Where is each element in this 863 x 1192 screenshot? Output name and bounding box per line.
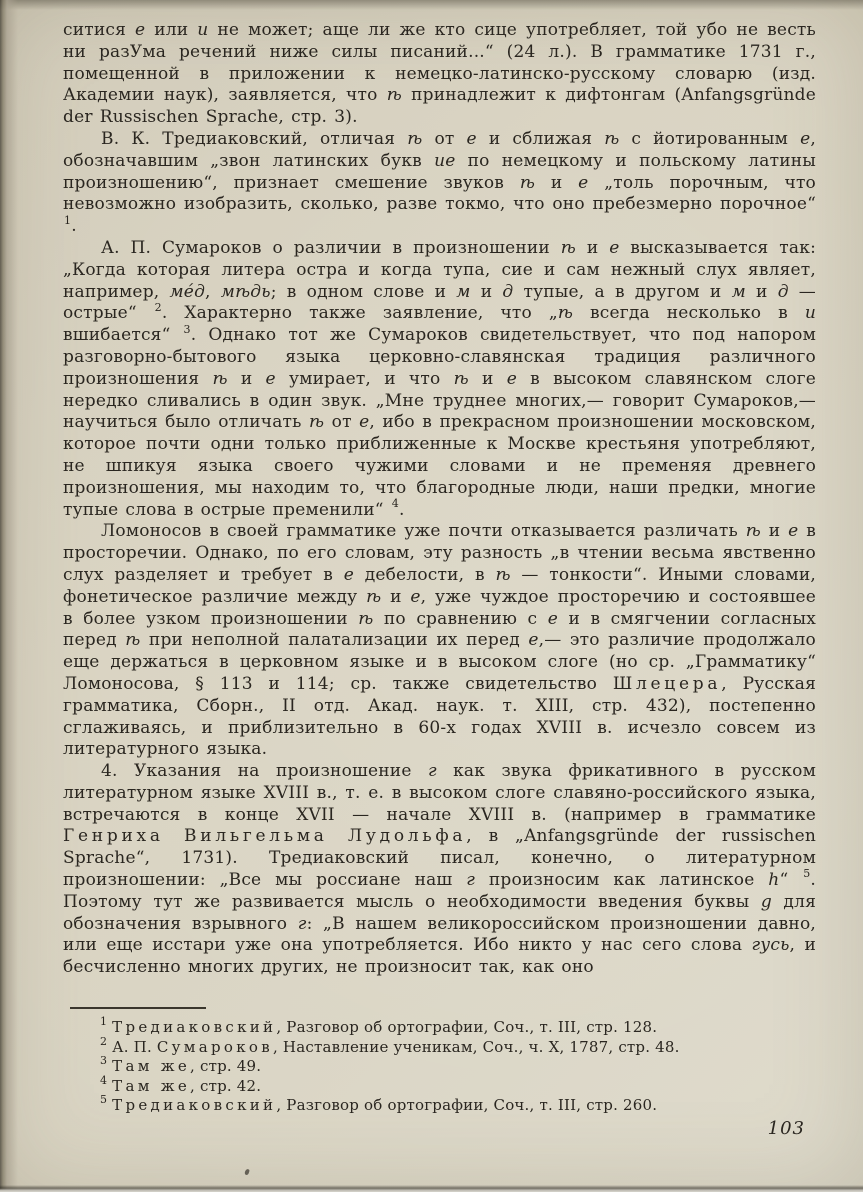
footnote-marker: 2 (100, 1034, 108, 1048)
footnote-marker: 2 (154, 300, 162, 314)
scan-speck (244, 1168, 250, 1175)
footnote: $^4$ Там же, стр. 42. (100, 1073, 262, 1095)
paragraph: 4. Указания на произношение г как звука фрикативного в русском литературном языке XVIII в., т. е. в высоком слоге славяно-российского языка, встречаются в конце XVII — начале XVIII в. (например в грамматике Генриха Вильгельма Лудольфа, в „Anfangsgründe der russischen Sprache“, 1731). Тредиаковский писал, конечно, о литературном произношении: „Все мы россиане наш г произносим как латинское h“ $^5$. Поэтому тут же развивается мысль о необходимости введения буквы g для обозначения взрывного г: „В нашем великороссийском произношении давно, или еще исстари уже она употребляется. Ибо никто у нас сего слова гусь, и бесчисленно многих других, не произносит так, как оно (63, 761, 816, 978)
paragraph: А. П. Сумароков о различии в произношении ѣ и е высказывается так: „Когда которая литера остра и когда тупа, сие и сам нежный слух являет, например, мéд, мѣдь; в одном слове и м и д тупые, а в другом и м и д — острые“ $^2$. Характерно также заявление, что „ѣ всегда несколько в и вшибается“ $^3$. Однако тот же Сумароков свидетельствует, что под напором разговорно-бытового языка церковно-славянская традиция различного произношения ѣ и е умирает, и что ѣ и е в высоком славянском слоге нередко сливались в один звук. „Мне труднее многих,— говорит Сумароков,— научиться было отличать ѣ от е, ибо в прекрасном произношении московском, которое почти одни только приближенные к Москве крестьяня употребляют, не шпикуя языка своего чужими словами и не пременяя древнего произношения, мы находим то, что благородные люди, наши предки, многие тупые слова в острые пременили“ $^4$. (63, 237, 817, 520)
footnote-marker: 5 (100, 1093, 108, 1106)
body-text-column (63, 20, 816, 979)
paragraph: Ломоносов в своей грамматике уже почти отказывается различать ѣ и е в просторечии. Однако, по его словам, эту разность „в чтении весьма явственно слух разделяет и требует в е дебелости, в ѣ — тонкости“. Иными словами, фонетическое различие между ѣ и е, уже чуждое просторечию и состоявшее в более узком произношении ѣ по сравнению с е и в смягчении согласных перед ѣ при неполной палатализации их перед е,— это различие продолжало еще держаться в церковном языке и в высоком слоге (но ср. „Грамматику“ Ломоносова, § 113 и 114; ср. также свидетельство Шлецера, Русская грамматика, Сборн., II отд. Акад. наук. т. XIII, стр. 432), постепенно сглаживаясь, и приблизительно в 60-х годах XVIII в. исчезло совсем из литературного языка. (63, 521, 817, 760)
footnote-marker: 3 (183, 322, 191, 336)
footnote-marker: 3 (100, 1054, 108, 1067)
footnote-marker: 4 (391, 496, 399, 510)
page-number: 103 (767, 1118, 805, 1139)
footnote-marker: 4 (100, 1073, 108, 1087)
footnotes-section (63, 1015, 816, 1116)
paragraph: ситися е или и не может; аще ли же кто сице употребляет, той убо не весть ни разУма речений ниже силы писаний...“ (24 л.). В грамматике 1731 г., помещенной в приложении к немецко-латинско-русскому словарю (изд. Академии наук), заявляется, что ѣ принадлежит к дифтонгам (Anfangsgründe der Russischen Sprache, стр. 3). (63, 20, 816, 128)
footnote: $^3$ Там же, стр. 49. (100, 1054, 262, 1075)
footnote: $^5$ Тредиаковский, Разговор об ортографии, Соч., т. III, стр. 260. (100, 1093, 658, 1114)
footnote-marker: 5 (803, 867, 811, 881)
footnote-marker: 1 (64, 213, 72, 227)
footnote: $^1$ Тредиаковский, Разговор об ортографии, Соч., т. III, стр. 128. (100, 1015, 658, 1036)
paragraph: В. К. Тредиаковский, отличая ѣ от е и сближая ѣ с йотированным е, обозначавшим „звон латинских букв ие по немецкому и польскому латины произношению“, признает смешение звуков ѣ и е „толь порочным, что невозможно изобразить, сколько, разве токмо, что оно пребезмерно порочное“ $^1$. (63, 128, 817, 237)
footnote: $^2$ А. П. Сумароков, Наставление ученикам, Соч., ч. X, 1787, стр. 48. (100, 1034, 680, 1056)
scan-edge-top (0, 0, 863, 10)
scan-edge-bottom (0, 1185, 863, 1192)
footnote-separator (70, 1007, 206, 1009)
scan-edge-left (0, 0, 18, 1192)
footnote-marker: 1 (100, 1015, 108, 1028)
